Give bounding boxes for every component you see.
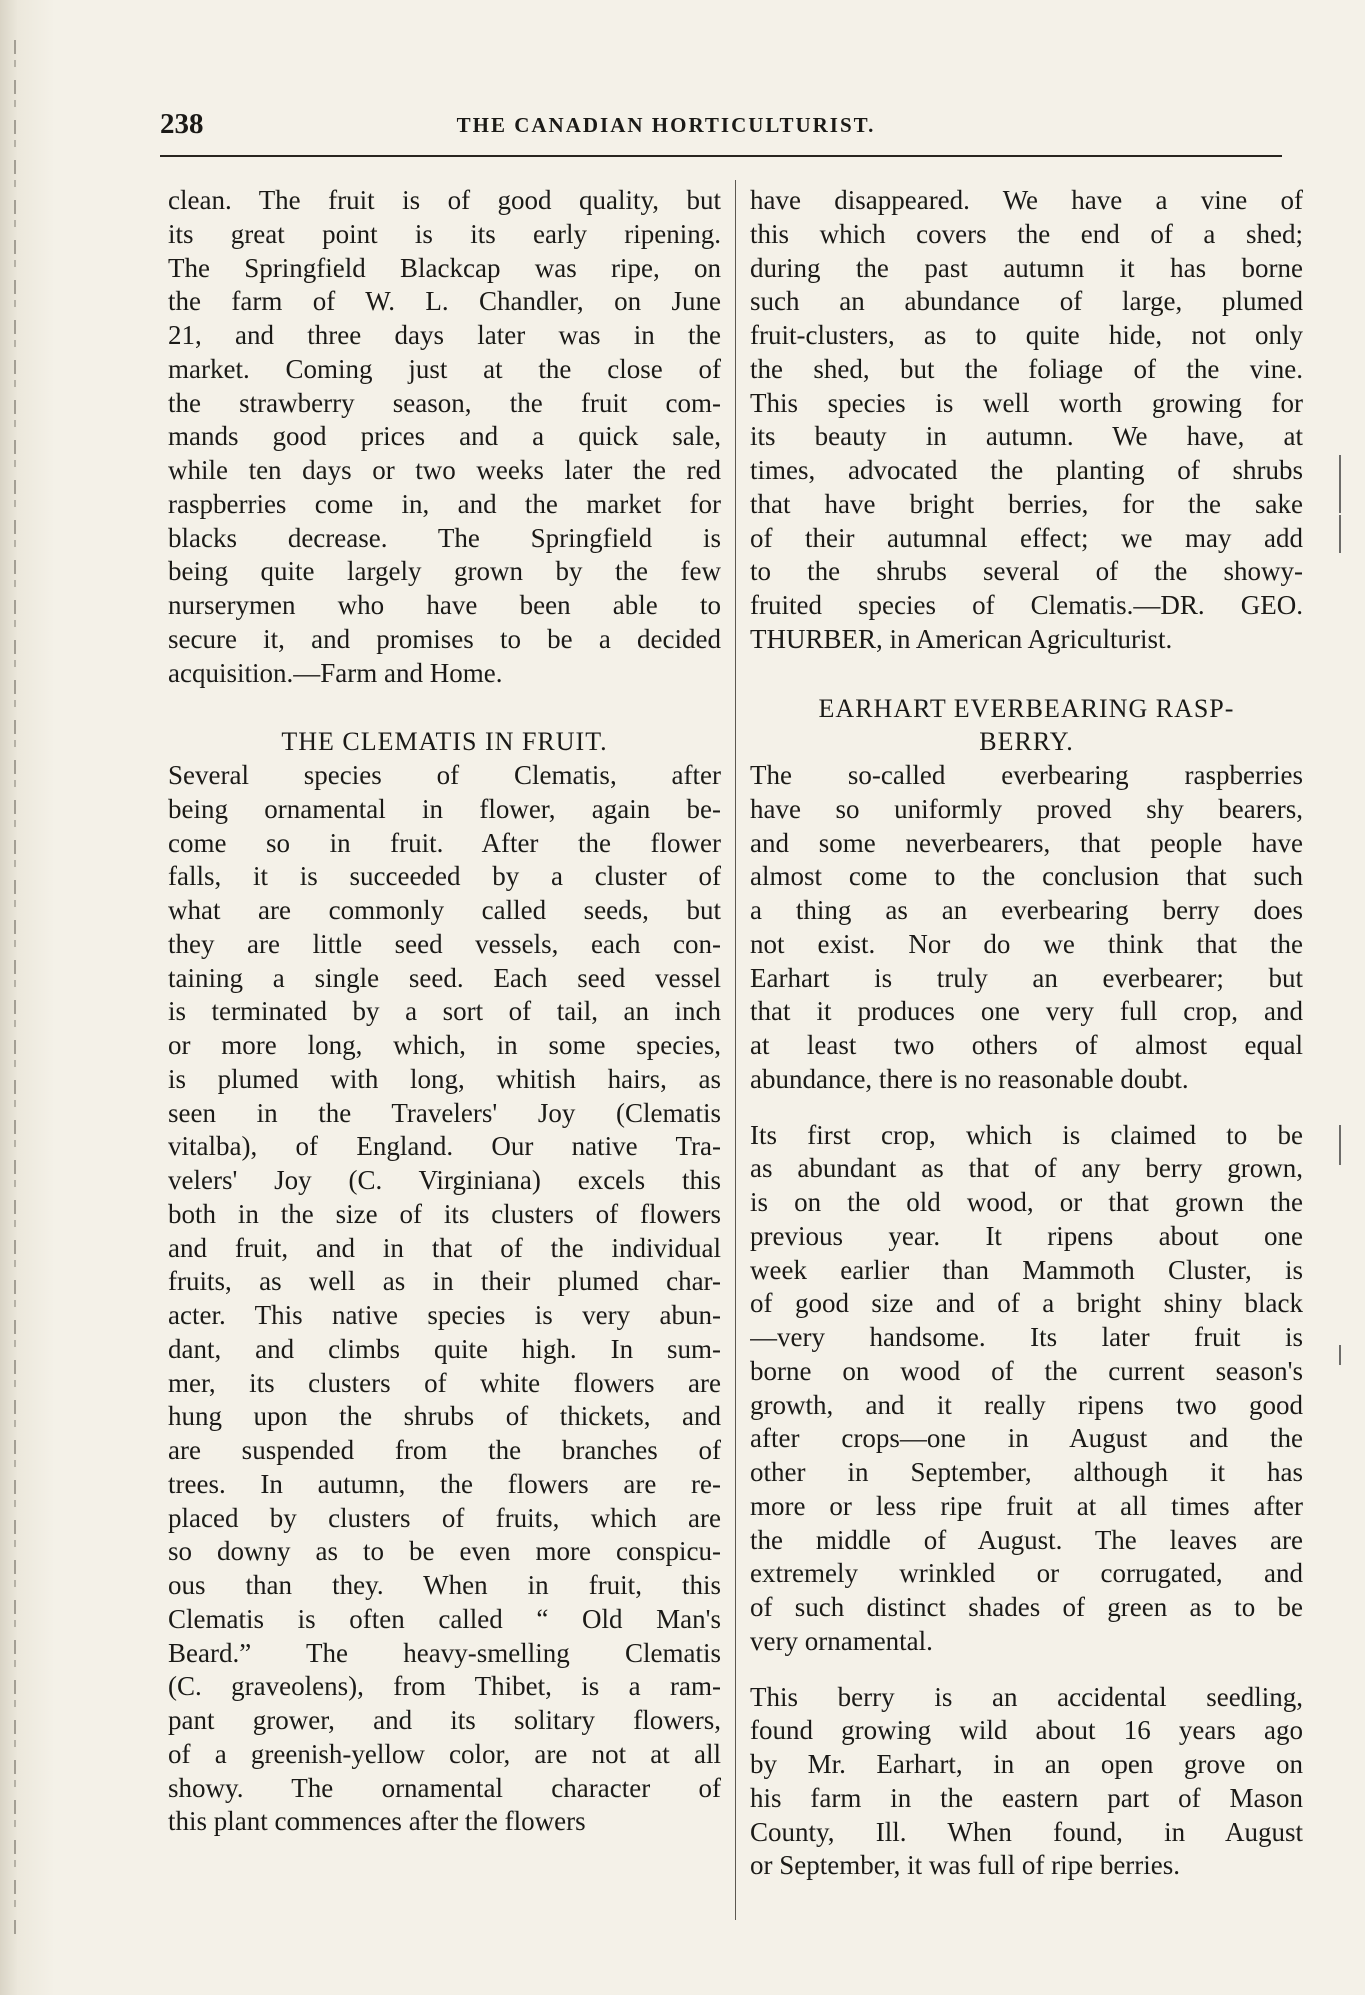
text-line: and fruit, and in that of the individual: [168, 1232, 721, 1263]
clematis-heading: THE CLEMATIS IN FRUIT.: [281, 727, 608, 757]
text-line: previous year. It ripens about one: [750, 1220, 1303, 1251]
text-line: are suspended from the branches of: [168, 1435, 721, 1465]
text-line: taining a single seed. Each seed vessel: [168, 962, 721, 993]
text-line: trees. In autumn, the flowers are re-: [168, 1468, 721, 1499]
text-line: This berry is an accidental seedling,: [750, 1681, 1303, 1712]
text-line: or September, it was full of ripe berries.: [750, 1850, 1181, 1881]
text-line: velers' Joy (C. Virginiana) excels this: [168, 1165, 721, 1195]
text-line: is on the old wood, or that grown the: [750, 1187, 1303, 1217]
text-line: The Springfield Blackcap was ripe, on: [168, 252, 721, 283]
text-line: not exist. Nor do we think that the: [750, 928, 1303, 959]
text-line: this plant commences after the flowers: [168, 1806, 586, 1837]
text-line: clean. The fruit is of good quality, but: [168, 185, 721, 215]
margin-mark: [1339, 515, 1341, 553]
text-line: The so-called everbearing raspberries: [750, 760, 1303, 790]
text-line: falls, it is succeeded by a cluster of: [168, 861, 721, 892]
text-line: fruit-clusters, as to quite hide, not only: [750, 320, 1303, 350]
text-line: fruited species of Clematis.—DR. GEO.: [750, 590, 1303, 620]
text-line: a thing as an everbearing berry does: [750, 895, 1303, 925]
text-line: blacks decrease. The Springfield is: [168, 522, 721, 553]
text-line: Earhart is truly an everbearer; but: [750, 962, 1303, 993]
text-line: mer, its clusters of white flowers are: [168, 1367, 721, 1398]
text-line: vitalba), of England. Our native Tra-: [168, 1131, 721, 1162]
text-line: market. Coming just at the close of: [168, 353, 721, 384]
text-line: its beauty in autumn. We have, at: [750, 421, 1303, 452]
text-line: after crops—one in August and the: [750, 1423, 1303, 1454]
text-line: growth, and it really ripens two good: [750, 1389, 1303, 1420]
text-line: very ornamental.: [750, 1625, 933, 1656]
text-line: and some neverbearers, that people have: [750, 827, 1303, 858]
text-line: fruits, as well as in their plumed char-: [168, 1266, 721, 1297]
text-line: this which covers the end of a shed;: [750, 218, 1303, 249]
page-number: 238: [160, 108, 204, 140]
text-line: so downy as to be even more conspicu-: [168, 1536, 721, 1567]
text-line: of such distinct shades of green as to be: [750, 1592, 1303, 1622]
text-line: at least two others of almost equal: [750, 1030, 1303, 1060]
scanned-page-edge: [0, 0, 55, 1995]
text-line: showy. The ornamental character of: [168, 1772, 721, 1803]
margin-mark: [1339, 1345, 1341, 1365]
text-line: of a greenish-yellow color, are not at all: [168, 1738, 721, 1769]
text-line: more or less ripe fruit at all times after: [750, 1490, 1303, 1521]
text-line: by Mr. Earhart, in an open grove on: [750, 1749, 1303, 1779]
text-line: while ten days or two weeks later the red: [168, 455, 721, 485]
text-line: that it produces one very full crop, and: [750, 996, 1303, 1027]
text-line: Several species of Clematis, after: [168, 760, 721, 790]
earhart-paragraph-1: [750, 759, 1303, 1097]
text-line: of their autumnal effect; we may add: [750, 522, 1303, 553]
text-line: is terminated by a sort of tail, an inch: [168, 996, 721, 1027]
clematis-paragraph: [168, 759, 721, 1839]
text-line: Clematis is often called “ Old Man's: [168, 1603, 721, 1634]
text-line: (C. graveolens), from Thibet, is a ram-: [168, 1671, 721, 1702]
text-line: its great point is its early ripening.: [168, 218, 721, 249]
text-line: ous than they. When in fruit, this: [168, 1570, 721, 1600]
earhart-heading-line-2: BERRY.: [979, 727, 1074, 757]
text-line: that have bright berries, for the sake: [750, 488, 1303, 519]
text-line: THURBER, in American Agriculturist.: [750, 623, 1173, 654]
springfield-paragraph-continuation: [168, 184, 721, 690]
clematis-paragraph-continuation: [750, 184, 1303, 657]
text-line: have disappeared. We have a vine of: [750, 185, 1303, 215]
text-line: Beard.” The heavy-smelling Clematis: [168, 1637, 721, 1668]
text-line: County, Ill. When found, in August: [750, 1816, 1303, 1847]
text-line: being quite largely grown by the few: [168, 556, 721, 587]
running-title: THE CANADIAN HORTICULTURIST.: [456, 113, 876, 137]
text-line: the strawberry season, the fruit com-: [168, 387, 721, 418]
text-line: during the past autumn it has borne: [750, 252, 1303, 283]
text-line: being ornamental in flower, again be-: [168, 793, 721, 824]
text-line: This species is well worth growing for: [750, 387, 1303, 418]
text-line: week earlier than Mammoth Cluster, is: [750, 1254, 1303, 1285]
text-line: or more long, which, in some species,: [168, 1030, 721, 1060]
text-line: as abundant as that of any berry grown,: [750, 1153, 1303, 1184]
binding-edge-mark: [14, 40, 16, 1940]
header-rule: [160, 155, 1282, 157]
text-line: nurserymen who have been able to: [168, 590, 721, 620]
text-line: the shed, but the foliage of the vine.: [750, 353, 1303, 384]
text-line: what are commonly called seeds, but: [168, 895, 721, 925]
text-line: extremely wrinkled or corrugated, and: [750, 1558, 1303, 1589]
text-line: have so uniformly proved shy bearers,: [750, 793, 1303, 824]
text-line: times, advocated the planting of shrubs: [750, 455, 1303, 485]
earhart-heading-line-1: EARHART EVERBEARING RASP-: [818, 693, 1235, 723]
earhart-paragraph-2: [750, 1119, 1303, 1659]
text-line: abundance, there is no reasonable doubt.: [750, 1063, 1189, 1094]
text-line: found growing wild about 16 years ago: [750, 1715, 1303, 1746]
text-line: acter. This native species is very abun-: [168, 1300, 721, 1330]
text-line: his farm in the eastern part of Mason: [750, 1782, 1303, 1813]
text-line: Its first crop, which is claimed to be: [750, 1119, 1303, 1150]
text-line: raspberries come in, and the market for: [168, 488, 721, 519]
text-line: mands good prices and a quick sale,: [168, 421, 721, 452]
page-header: [160, 106, 1282, 142]
text-line: such an abundance of large, plumed: [750, 286, 1303, 317]
text-line: to the shrubs several of the showy-: [750, 556, 1303, 587]
text-line: dant, and climbs quite high. In sum-: [168, 1333, 721, 1364]
right-column: [750, 184, 1303, 1883]
margin-mark: [1339, 455, 1341, 513]
text-line: is plumed with long, whitish hairs, as: [168, 1063, 721, 1094]
text-line: 21, and three days later was in the: [168, 320, 721, 350]
paragraph-spacing: [750, 1097, 1303, 1119]
paragraph-spacing: [750, 1659, 1303, 1681]
text-line: almost come to the conclusion that such: [750, 861, 1303, 892]
earhart-paragraph-3: [750, 1681, 1303, 1884]
column-divider: [735, 180, 736, 1920]
margin-mark: [1339, 1125, 1341, 1165]
text-line: of good size and of a bright shiny black: [750, 1288, 1303, 1319]
text-line: come so in fruit. After the flower: [168, 827, 721, 858]
text-line: placed by clusters of fruits, which are: [168, 1502, 721, 1533]
text-line: the middle of August. The leaves are: [750, 1524, 1303, 1555]
text-line: borne on wood of the current season's: [750, 1355, 1303, 1386]
section-spacing: [168, 690, 721, 725]
text-line: both in the size of its clusters of flowers: [168, 1198, 721, 1229]
left-column: [168, 184, 721, 1839]
text-line: seen in the Travelers' Joy (Clematis: [168, 1097, 721, 1128]
text-line: secure it, and promises to be a decided: [168, 623, 721, 654]
text-line: the farm of W. L. Chandler, on June: [168, 286, 721, 317]
text-line: hung upon the shrubs of thickets, and: [168, 1401, 721, 1432]
text-line: other in September, although it has: [750, 1457, 1303, 1487]
text-line: —very handsome. Its later fruit is: [750, 1322, 1303, 1352]
section-spacing: [750, 657, 1303, 692]
text-line: they are little seed vessels, each con-: [168, 928, 721, 959]
text-line: acquisition.—Farm and Home.: [168, 657, 503, 688]
text-line: pant grower, and its solitary flowers,: [168, 1705, 721, 1735]
